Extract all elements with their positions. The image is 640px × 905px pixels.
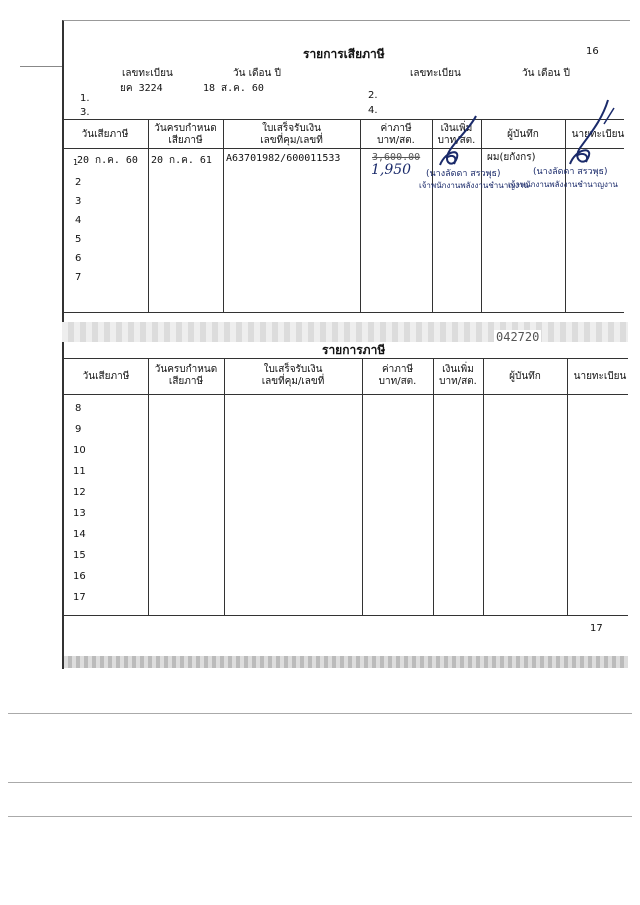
row-14-num: 14 <box>73 529 86 540</box>
row-1-recorder: ผม(ยกังกร) <box>487 152 536 163</box>
strip-band <box>62 322 628 342</box>
row-5-num: 5 <box>75 234 82 245</box>
row-11-num: 11 <box>73 466 86 477</box>
row-1-due-date: 20 ก.ค. 61 <box>151 155 212 166</box>
row-4-num: 4 <box>75 215 82 226</box>
bottom-title: รายการภาษี <box>322 343 386 357</box>
slot-3: 3. <box>80 107 90 118</box>
top-col-due-date: วันครบกำหนด เสียภาษี <box>154 123 217 146</box>
page-number-bottom: 17 <box>590 623 603 634</box>
row-1-tax-struck: 3,600.00 <box>372 152 421 163</box>
page-number-top: 16 <box>586 46 599 57</box>
bottom-col-due-date: วันครบกำหนด เสียภาษี <box>154 364 218 387</box>
recorder-signature <box>432 110 482 172</box>
registrar-stamp-name: (นางลัดดา สรวพุธ) <box>533 167 608 177</box>
row-6-num: 6 <box>75 253 82 264</box>
blank-page-line <box>8 782 632 783</box>
strip-number: 042720 <box>496 330 540 344</box>
date-value: 18 ส.ค. 60 <box>203 83 264 94</box>
top-title: รายการเสียภาษี <box>303 47 385 61</box>
row-12-num: 12 <box>73 487 86 498</box>
row-7-num: 7 <box>75 272 82 283</box>
recorder-stamp-name: (นางลัดดา สรวพุธ) <box>426 169 501 179</box>
date-label-left: วัน เดือน ปี <box>233 68 281 79</box>
blank-page-line <box>8 713 632 714</box>
date-label-right: วัน เดือน ปี <box>522 68 570 79</box>
row-13-num: 13 <box>73 508 86 519</box>
row-17-num: 17 <box>73 592 86 603</box>
bottom-col-registrar: นายทะเบียน <box>573 371 627 382</box>
row-1-num: 1 <box>73 158 79 167</box>
top-col-recorder: ผู้บันทึก <box>507 129 539 140</box>
row-1-receipt: A63701982/600011533 <box>226 153 341 164</box>
top-col-tax: ค่าภาษี บาท/สต. <box>377 123 415 146</box>
row-16-num: 16 <box>73 571 86 582</box>
slot-1: 1. <box>80 93 90 104</box>
registrar-signature <box>560 94 620 172</box>
registrar-stamp-position: เจ้าพนักงานพลังงานชำนาญงาน <box>508 180 618 189</box>
row-8-num: 8 <box>75 403 82 414</box>
slot-4: 4. <box>368 105 378 116</box>
top-col-receipt: ใบเสร็จรับเงิน เลขที่คุม/เลขที่ <box>260 123 323 146</box>
bottom-col-tax-date: วันเสียภาษี <box>82 371 130 382</box>
slot-2: 2. <box>368 90 378 101</box>
top-col-surcharge: เงินเพิ่ม บาท/สต. <box>437 123 476 146</box>
page-edge-top <box>20 66 62 67</box>
blank-page-line <box>8 816 632 817</box>
bottom-col-tax: ค่าภาษี บาท/สต. <box>378 364 417 387</box>
reg-label-right: เลขทะเบียน <box>410 68 461 79</box>
bottom-col-receipt: ใบเสร็จรับเงิน เลขที่คุม/เลขที่ <box>261 364 325 387</box>
row-2-num: 2 <box>75 177 82 188</box>
row-1-tax-hand: 1,950 <box>371 162 412 178</box>
top-col-tax-date: วันเสียภาษี <box>81 129 129 140</box>
row-15-num: 15 <box>73 550 86 561</box>
recorder-stamp-position: เจ้าพนักงานพลังงานชำนาญงาน <box>419 181 529 190</box>
scan-edge-band <box>64 656 628 668</box>
row-3-num: 3 <box>75 196 82 207</box>
top-col-registrar: นายทะเบียน <box>571 129 625 140</box>
reg-value: ยค 3224 <box>120 83 163 94</box>
row-10-num: 10 <box>73 445 86 456</box>
row-9-num: 9 <box>75 424 82 435</box>
bottom-col-surcharge: เงินเพิ่ม บาท/สต. <box>439 364 477 387</box>
bottom-col-recorder: ผู้บันทึก <box>509 371 541 382</box>
reg-label-left: เลขทะเบียน <box>122 68 173 79</box>
row-1-tax-date: 20 ก.ค. 60 <box>77 155 138 166</box>
